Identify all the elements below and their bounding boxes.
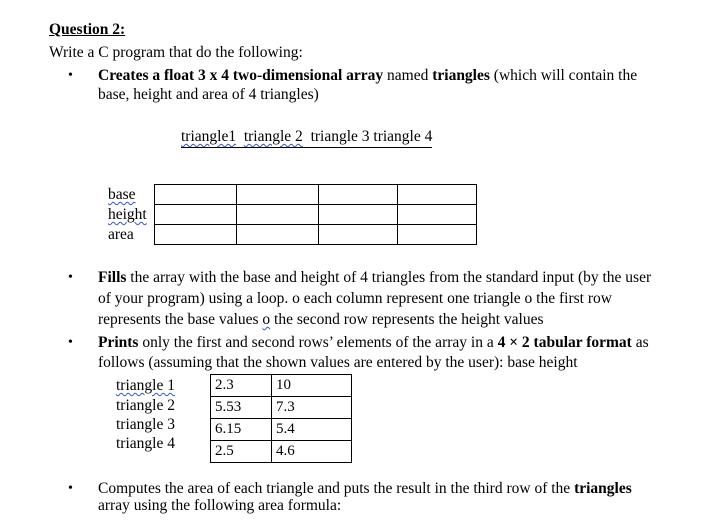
bullet-marker: •	[68, 68, 73, 83]
bullet3-line2: follows (assuming that the shown values are entered by the user): base height	[98, 354, 578, 371]
base-cell: 2.3	[211, 375, 272, 397]
row-label-base: base	[108, 186, 136, 203]
bullet1-line1: Creates a float 3 x 4 two-dimensional array named triangles (which will contain the	[98, 67, 638, 84]
table-row	[211, 397, 352, 419]
bullet-marker: •	[68, 335, 73, 350]
question-title: Question 2:	[49, 21, 126, 38]
values-table	[210, 374, 352, 463]
bullet4-line1: Computes the area of each triangle and puts the result in the third row of the triangles	[98, 480, 632, 497]
triangle-label: triangle 1	[116, 377, 175, 394]
question-intro: Write a C program that do the following:	[49, 44, 303, 61]
height-cell: 7.3	[272, 397, 352, 419]
height-cell: 5.4	[272, 419, 352, 441]
base-cell: 6.15	[211, 419, 272, 441]
table-row	[211, 441, 352, 463]
base-cell: 2.5	[211, 441, 272, 463]
triangle-label: triangle 4	[116, 435, 175, 452]
bullet4-line2: array using the following area formula:	[98, 497, 342, 514]
empty-array-grid	[154, 184, 477, 245]
bullet1-line2: base, height and area of 4 triangles)	[98, 86, 319, 103]
bullet-marker: •	[68, 270, 73, 285]
triangle-label: triangle 3	[116, 416, 175, 433]
base-cell: 5.53	[211, 397, 272, 419]
triangle-header-row: triangle1 triangle 2 triangle 3 triangle 4	[181, 128, 432, 148]
table-row	[211, 375, 352, 397]
triangle-label: triangle 2	[116, 397, 175, 414]
bullet2-line3: represents the base values o the second row represents the height values	[98, 311, 544, 328]
height-cell: 10	[272, 375, 352, 397]
bullet2-line1: Fills the array with the base and height of 4 triangles from the standard input (by the user	[98, 269, 652, 286]
table-row	[211, 419, 352, 441]
bullet-marker: •	[68, 481, 73, 496]
bullet2-line2: of your program) using a loop. o each column represent one triangle o the first row	[98, 290, 612, 307]
height-cell: 4.6	[272, 441, 352, 463]
bullet3-line1: Prints only the first and second rows’ elements of the array in a 4 × 2 tabular format as	[98, 334, 649, 351]
row-label-area: area	[108, 226, 134, 243]
row-label-height: height	[108, 206, 147, 223]
